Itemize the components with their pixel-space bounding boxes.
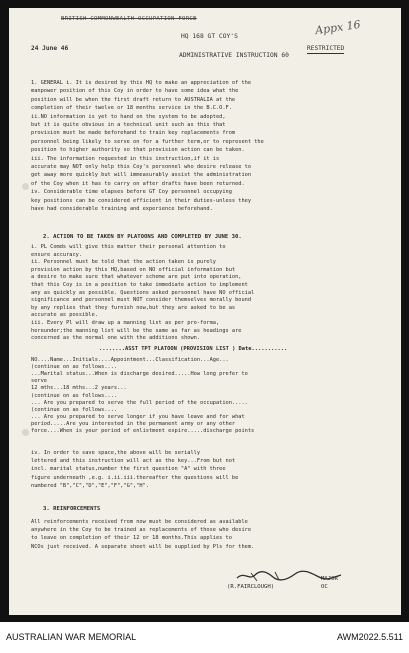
punch-hole [22,429,29,436]
general-text-line: have had considerable training and experience beforehand. [31,206,213,212]
general-text-line: manpower position of this Coy in order to have some idea what the [31,88,239,95]
proforma-text-line: force....When is your period of enlistment expire.....discharge points [31,428,255,434]
action-text-line: a desire to make sure that whatever scheme are put into operation, [31,274,242,281]
proforma-text-line: (continue on as follows.... [31,406,118,413]
general-text-line: of the Coy when it has to carry on after drafts have been returned. [31,180,245,187]
action-text-line: concerned as the normal one with the additions shown. [31,335,201,342]
action-text-line: i. PL Comds will give this matter their personal attention to [31,244,226,250]
action-text-line: significance and personnel must NOT consider themselves morally bound [31,297,252,304]
proforma-text-line: ... Are you prepared to serve the full period of the occupation..... [31,399,248,406]
document-title: HQ 168 GT COY'S [181,33,238,40]
action-text-line: ii. Personnel must be told that the action taken is purely [31,259,216,266]
proforma-text-line: (continue on as follows.... [31,364,118,371]
proforma-text-line: 12 mths...18 mths...2 years... [31,385,127,392]
action-iv-text-line: numbered "B","C","D","E","F","G","H". [31,482,149,489]
proforma-text-line: NO....Name...Initials....Appointment...Classification...Age... [31,357,229,363]
proforma-text-line: ...Marital status...When is discharge desired.....How long prefer to [31,371,248,378]
signature-role: OC [321,584,328,590]
proforma-text-line: period.....Are you interested in the permanent army or any other [31,420,236,427]
footer-source: AUSTRALIAN WAR MEMORIAL [6,632,137,642]
classification-label: RESTRICTED [307,45,345,52]
general-text-line: provision must be made beforehand to train key replacements from [31,130,236,137]
reinforcements-text-line: All reinforcements received from now must be considered as available [31,519,248,525]
action-iv-text-line: incl. marital status,number the first question "A" with three [31,466,226,473]
action-text-line: that this Coy is in a position to take immediate action to implement [31,282,248,288]
proforma-text-line: ... Are you prepared to serve longer if you have leave and for what [31,413,245,420]
document-page [9,8,401,615]
action-iv-text-line: iv. In order to save space,the above will be serially [31,450,201,456]
proforma-text-line: serve [31,378,47,385]
signature-name: (R.FAIRCLOUGH) [227,584,275,590]
action-text-line: iii. Every Pl will draw up a manning list as per pro-forma, [31,320,220,326]
general-text-line: iii. The information requested in this instruction,if it is [31,155,220,162]
general-text-line: ii.NO information is yet to hand on the system to be adopted, [31,113,226,120]
general-text-line: key positions can be considered efficient in their duties-unless they [31,197,252,204]
action-text-line: hereunder;the manning list will be the same as far as headings are [31,327,242,334]
action-text-line: ensure accuracy. [31,251,83,258]
section-reinforcements-heading: 3. REINFORCEMENTS [43,506,101,512]
general-text-line: personnel being likely to serve on for a further term,or to represent the [31,138,264,145]
action-text-line: accurate as possible. [31,312,98,319]
general-text-line: accurate may NOT only help this Coy's personnel who desire release to [31,164,252,170]
signature-rank: MAJOR [321,576,338,582]
document-date: 24 June 46 [31,45,69,52]
action-text-line: provision action by this HQ,based on NO official information but [31,266,236,273]
section-action-heading: 2. ACTION TO BE TAKEN BY PLATOONS AND COMPLETED BY JUNE 30. [43,234,242,240]
general-text-line: position will be when the first draft return to AUSTRALIA at the [31,96,236,103]
reinforcements-text-line: NCOs just received. A separate sheet will be supplied by Pls for them. [31,543,255,550]
general-text-line: get away more quickly but will immeasurably assist the administration [31,172,252,179]
proforma-title: ........ASST TPT PLATOON (PROVISION LIST ) Date........... [99,346,288,352]
general-text-line: position to higher authority so that provision action can be taken. [31,147,245,154]
action-iv-text-line: figure underneath ,e.g. i.ii.iii.thereafter the questions will be [31,474,239,481]
action-iv-text-line: lettered and this instruction will act as the key...From but not [31,458,236,465]
action-text-line: by any replies that they furnish now,but they are asked to be as [31,304,236,311]
document-subtitle: ADMINISTRATIVE INSTRUCTION 60 [179,52,289,59]
handwritten-reference: Appx 16 [314,17,362,38]
reinforcements-text-line: to leave on completion of their 12 or 18 months.This applies to [31,535,232,542]
general-text-line: completion of their twelve or 18 months service in the B.C.O.F. [31,105,232,112]
footer-accession-number: AWM2022.5.511 [336,632,403,642]
letterhead: BRITISH COMMONWEALTH OCCUPATION FORCE [61,16,197,22]
general-text-line: 1. GENERAL i. It is desired by this HQ to make an appreciation of the [31,80,252,86]
proforma-text-line: (continue on as follows.... [31,392,118,399]
reinforcements-text-line: anywhere in the Coy to be trained as replacements of those who desire [31,527,252,534]
general-text-line: iv. Considerable time elapses before GT Coy personnel occupying [31,189,232,196]
punch-hole [22,183,29,190]
action-text-line: any as quickly as possible. Questions asked personnel have NO official [31,289,255,296]
general-text-line: but it is quite obvious in a technical unit such as this that [31,122,226,128]
